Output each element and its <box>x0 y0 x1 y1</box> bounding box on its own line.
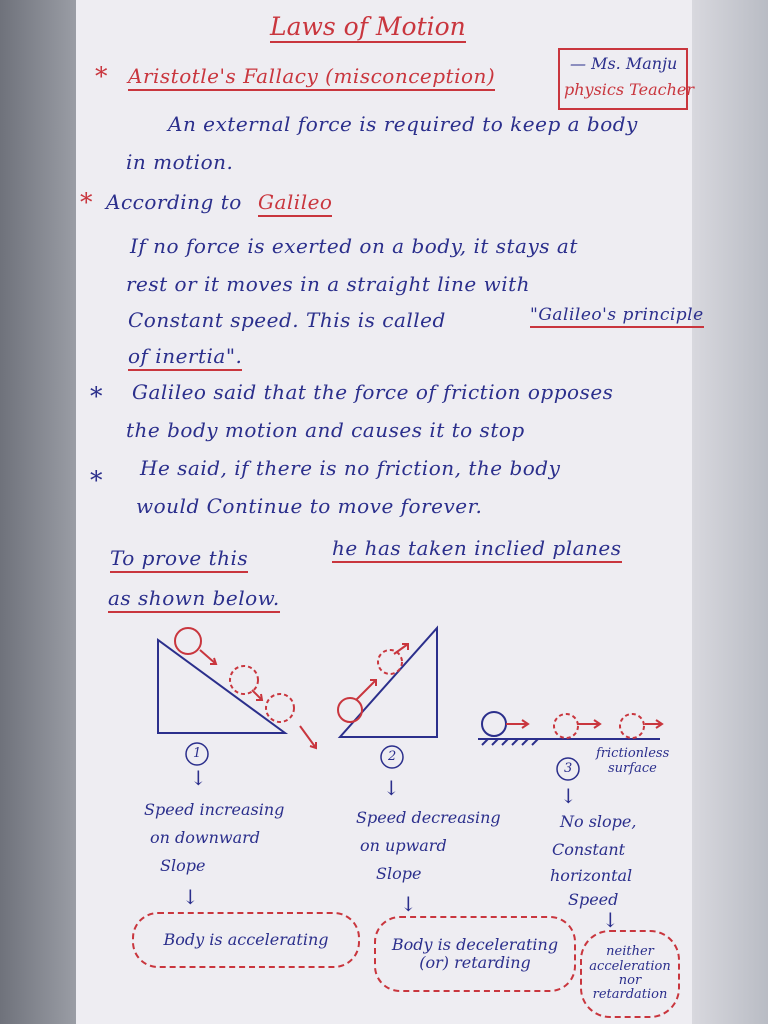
author-role: physics Teacher <box>564 80 694 99</box>
horizontal-balls <box>506 714 662 738</box>
galileo-principle: "Galileo's principle <box>530 305 704 328</box>
diagram-2-text-2: on upward <box>360 836 447 855</box>
surface-label-2: surface <box>608 761 657 776</box>
galileo-heading-prefix: According to <box>106 190 242 214</box>
diagram-1-text-3: Slope <box>160 856 206 875</box>
galileo-line-1: If no force is exerted on a body, it stays at <box>130 234 578 258</box>
aristotle-heading: Aristotle's Fallacy (misconception) <box>128 64 495 91</box>
friction-line-1: Galileo said that the force of friction opposes <box>132 380 614 404</box>
diagram-3-result-text-2: acceleration <box>589 958 671 974</box>
aristotle-line-1: An external force is required to keep a body <box>168 112 638 136</box>
diagram-3-result-text-1: neither <box>606 944 654 960</box>
friction-line-2: the body motion and causes it to stop <box>126 418 525 442</box>
diagram-2-arrow-2: ↓ <box>400 892 418 916</box>
diagram-2-result-text-2: (or) retarding <box>419 953 531 972</box>
diagram-3-result <box>580 930 680 1018</box>
author-name: — Ms. Manju <box>570 54 678 73</box>
bullet-galileo: * <box>80 188 93 217</box>
diagram-1-number: 1 <box>193 746 202 761</box>
prove-line-1a: To prove this <box>110 546 248 573</box>
diagram-2-arrow: ↓ <box>383 776 401 800</box>
diagram-2-result <box>374 916 576 992</box>
diagram-3-text-4: Speed <box>568 890 619 909</box>
diagram-2-text-3: Slope <box>376 864 422 883</box>
diagram-3-text-2: Constant <box>552 840 626 859</box>
galileo-line-2: rest or it moves in a straight line with <box>126 272 531 296</box>
galileo-heading-name: Galileo <box>258 190 332 217</box>
diagram-1-result <box>132 912 360 968</box>
galileo-line-4: of inertia". <box>128 344 242 371</box>
diagram-3-number: 3 <box>564 761 573 776</box>
surface-label-1: frictionless <box>596 746 670 761</box>
bullet-friction: * <box>90 382 103 411</box>
diagram-3-text-3: horizontal <box>550 866 633 885</box>
diagram-2-number: 2 <box>388 749 397 764</box>
diagram-1-text-1: Speed increasing <box>144 800 285 819</box>
diagram-1-arrow: ↓ <box>190 766 208 790</box>
bullet-aristotle: * <box>95 62 108 91</box>
downward-incline <box>158 640 285 733</box>
diagram-1-result-text: Body is accelerating <box>163 930 329 950</box>
prove-line-1b: he has taken inclied planes <box>332 536 622 563</box>
diagram-3-result-text-4: retardation <box>592 987 668 1003</box>
horizontal-surface <box>478 712 660 745</box>
diagram-3-arrow-2: ↓ <box>602 908 620 932</box>
forever-line-1: He said, if there is no friction, the body <box>140 456 561 480</box>
forever-line-2: would Continue to move forever. <box>136 494 483 518</box>
diagram-1-text-2: on downward <box>150 828 261 847</box>
upward-balls <box>338 644 408 722</box>
diagram-2-text-1: Speed decreasing <box>356 808 501 827</box>
aristotle-line-2: in motion. <box>126 150 234 174</box>
diagram-3-text-1: No slope, <box>560 812 637 831</box>
diagram-3-result-text-3: nor <box>618 973 642 988</box>
diagram-3-arrow: ↓ <box>560 784 578 808</box>
bullet-forever: * <box>90 466 103 495</box>
downward-balls <box>175 628 316 748</box>
diagram-1-arrow-2: ↓ <box>182 885 200 909</box>
page-title: Laws of Motion <box>270 12 466 41</box>
galileo-line-3a: Constant speed. This is called <box>128 308 446 332</box>
diagram-2-result-text-1: Body is decelerating <box>391 935 559 955</box>
prove-line-2: as shown below. <box>108 586 280 613</box>
